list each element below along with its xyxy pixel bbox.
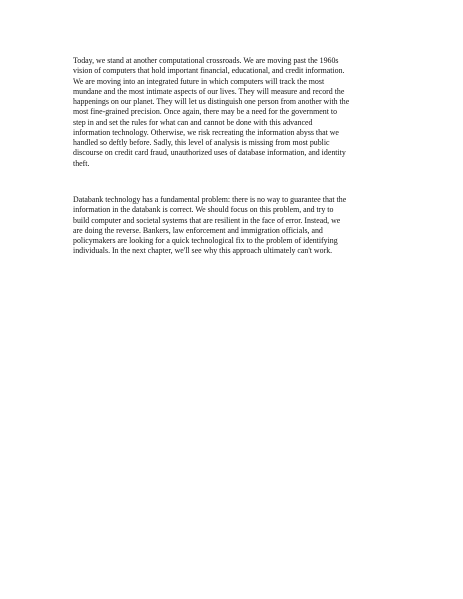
paragraph-line: discourse on credit card fraud, unauthorized uses of database information, and identity (73, 148, 346, 158)
paragraph-line: build computer and societal systems that are resilient in the face of error. Instead, we (73, 215, 341, 225)
paragraph-line: information technology. Otherwise, we risk recreating the information abyss that we (73, 127, 339, 137)
paragraph-line: individuals. In the next chapter, we'll see why this approach ultimately can't work. (73, 246, 333, 256)
paragraph-2 (73, 195, 391, 257)
paragraph-line: vision of computers that hold important financial, educational, and credit information. (73, 66, 345, 76)
paragraph-line: most fine-grained precision. Once again, there may be a need for the government to (73, 107, 338, 117)
paragraph-line: mundane and the most intimate aspects of our lives. They will measure and record the (73, 86, 345, 96)
paragraph-line: happenings on our planet. They will let us distinguish one person from another with the (73, 97, 350, 106)
paragraph-line: We are moving into an integrated future in which computers will track the most (73, 76, 325, 86)
paragraph-line: Today, we stand at another computational crossroads. We are moving past the 1960s (73, 56, 339, 65)
paragraph-line: information in the databank is correct. We should focus on this problem, and try to (73, 205, 334, 215)
paragraph-line: handled so deftly before. Sadly, this level of analysis is missing from most public (73, 138, 330, 147)
paragraph-line: policymakers are looking for a quick technological fix to the problem of identifying (73, 236, 338, 245)
paragraph-line: Databank technology has a fundamental problem: there is no way to guarantee that the (73, 195, 347, 204)
paragraph-line: step in and set the rules for what can and cannot be done with this advanced (73, 117, 313, 127)
paragraph-line: theft. (73, 158, 90, 168)
paragraph-line: are doing the reverse. Bankers, law enforcement and immigration officials, and (73, 225, 323, 235)
paragraph-1 (73, 56, 391, 169)
